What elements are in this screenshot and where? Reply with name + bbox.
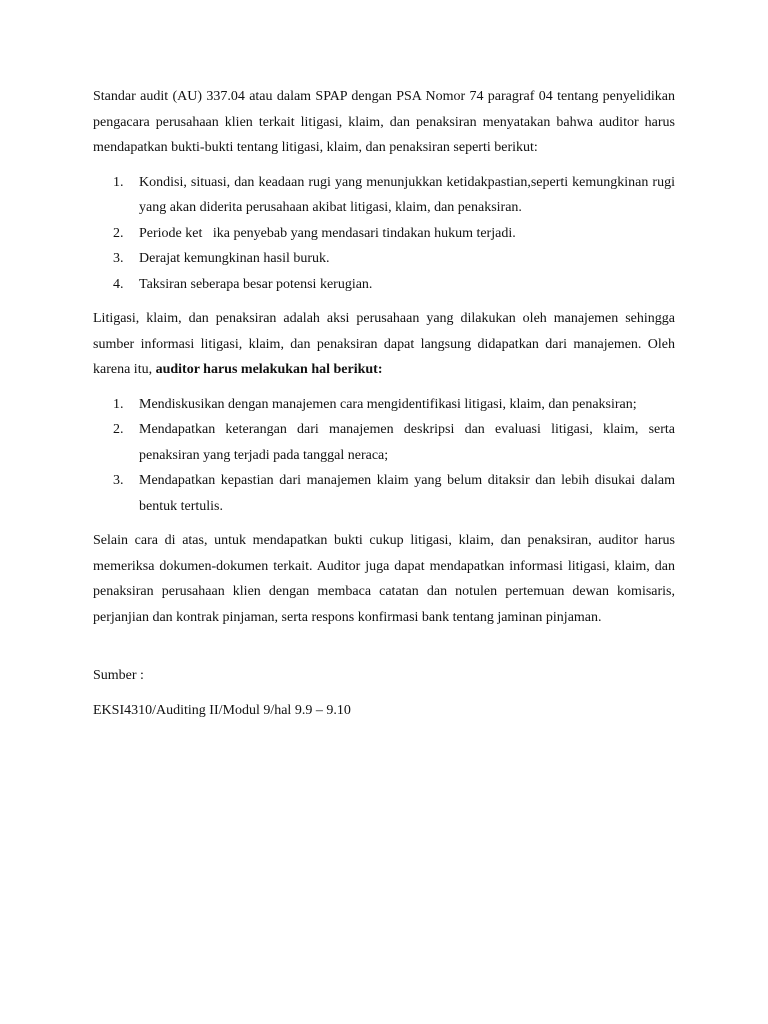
list-number: 2.: [113, 422, 124, 437]
list-number: 1.: [113, 396, 124, 412]
list-item-text: Mendapatkan keterangan dari manajemen deskripsi dan evaluasi litigasi, klaim, serta penaksiran yang terjadi pada tanggal neraca;: [139, 422, 675, 463]
list-item-text: Periode ket ika penyebab yang mendasari tindakan hukum terjadi.: [139, 225, 516, 241]
list-item-text: Taksiran seberapa besar potensi kerugian.: [139, 276, 373, 292]
list-number: 3.: [113, 251, 124, 266]
list-item: [93, 170, 675, 221]
intro-paragraph: Standar audit (AU) 337.04 atau dalam SPAP dengan PSA Nomor 74 paragraf 04 tentang penyelidikan pengacara perusahaan klien terkait litigasi, klaim, dan penaksiran menyatakan bahwa auditor harus mendapatkan bukti-bukti tentang litigasi, klaim, dan penaksiran seperti berikut:: [93, 89, 675, 155]
additional-evidence-paragraph: Selain cara di atas, untuk mendapatkan bukti cukup litigasi, klaim, dan penaksiran, auditor harus memeriksa dokumen-dokumen terkait. Auditor juga dapat mendapatkan informasi litigasi, klaim, dan penaksiran perusahaan klien dengan membaca catatan dan notulen pertemuan dewan komisaris, perjanjian dan kontrak pinjaman, serta respons konfirmasi bank tentang jaminan pinjaman.: [93, 533, 675, 625]
list-item: [93, 417, 675, 468]
management-paragraph-text: Litigasi, klaim, dan penaksiran adalah aksi perusahaan yang dilakukan oleh manajemen sehingga sumber informasi litigasi, klaim, dan penaksiran dapat langsung didapatkan dari manajemen. Oleh karena itu,: [93, 311, 675, 377]
list-item-text: Mendapatkan kepastian dari manajemen klaim yang belum ditaksir dan lebih disukai dalam bentuk tertulis.: [139, 473, 675, 514]
list-item: [93, 392, 675, 418]
list-item: [93, 272, 675, 298]
document-body: [93, 84, 675, 723]
list-item-text: Kondisi, situasi, dan keadaan rugi yang menunjukkan ketidakpastian,seperti kemungkinan rugi yang akan diderita perusahaan akibat litigasi, klaim, dan penaksiran.: [139, 174, 675, 215]
list-number: 4.: [113, 276, 124, 292]
evidence-list: [93, 170, 675, 298]
list-number: 1.: [113, 174, 124, 190]
list-item: [93, 468, 675, 519]
list-item: [93, 246, 675, 272]
list-item-text: Derajat kemungkinan hasil buruk.: [139, 251, 330, 266]
auditor-actions-list: [93, 392, 675, 520]
management-paragraph: [93, 306, 675, 383]
list-number: 3.: [113, 473, 124, 488]
source-label: Sumber :: [93, 668, 144, 683]
list-number: 2.: [113, 225, 124, 241]
management-paragraph-emphasis: auditor harus melakukan hal berikut:: [155, 362, 383, 377]
list-item-text: Mendiskusikan dengan manajemen cara mengidentifikasi litigasi, klaim, dan penaksiran;: [139, 396, 637, 412]
list-item: [93, 221, 675, 247]
source-reference: EKSI4310/Auditing II/Modul 9/hal 9.9 – 9.10: [93, 702, 351, 718]
